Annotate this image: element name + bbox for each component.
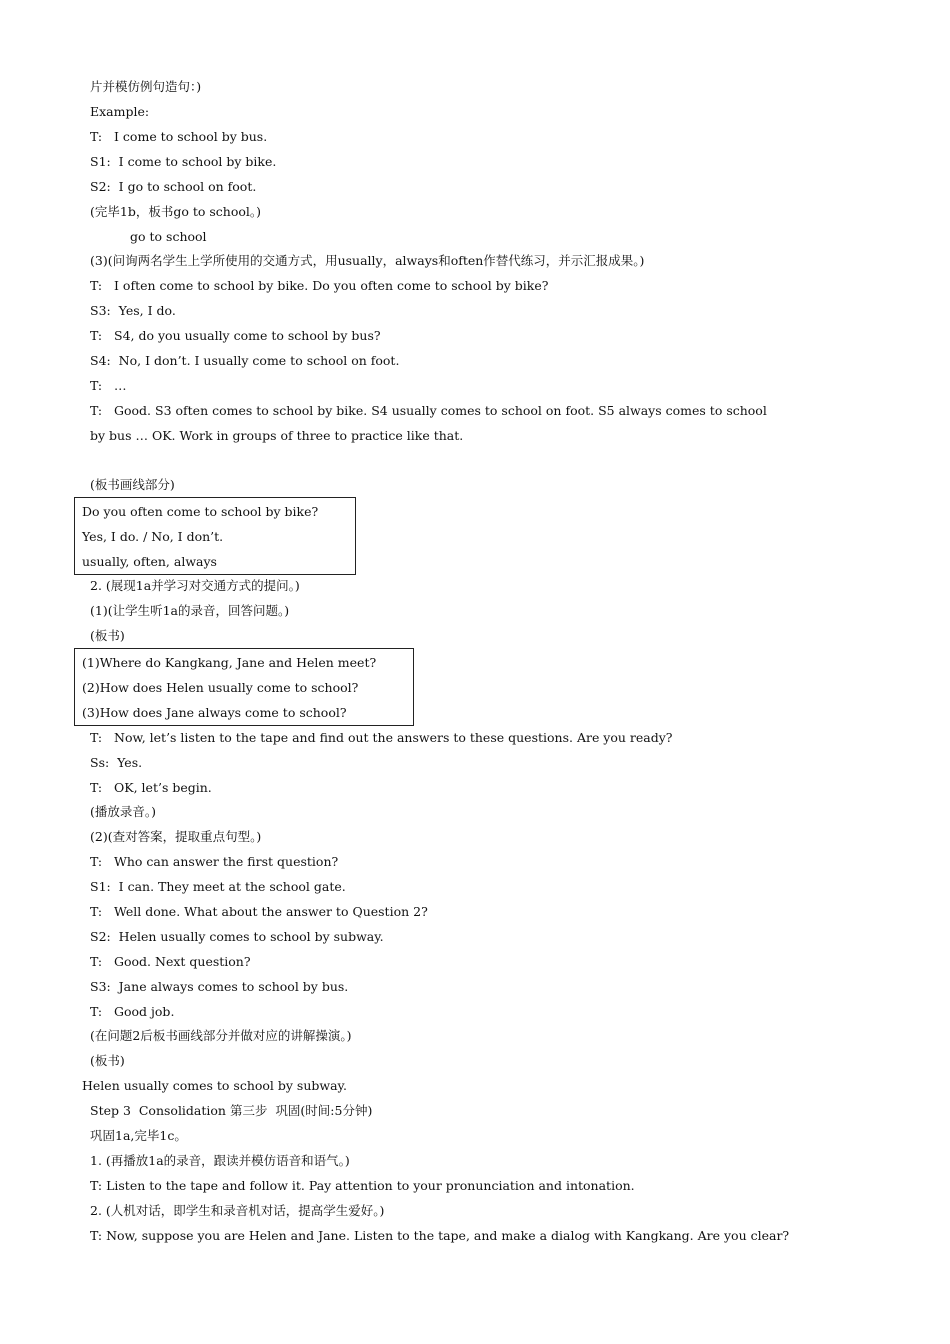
board-line: (2)How does Helen usually come to school? — [82, 680, 359, 695]
board-line: (3)How does Jane always come to school? — [82, 705, 347, 720]
dialog-line: T: I often come to school by bike. Do you often come to school by bike? — [90, 278, 549, 293]
dialog-line: Ss: Yes. — [90, 755, 143, 770]
board-box-2 — [74, 648, 414, 726]
dialog-line: S2: I go to school on foot. — [90, 179, 257, 194]
dialog-line: T: Good job. — [90, 1004, 175, 1019]
dialog-line: S1: I come to school by bike. — [90, 154, 277, 169]
dialog-line: S3: Yes, I do. — [90, 303, 176, 318]
dialog-line: T: Good. S3 often comes to school by bike. S4 usually comes to school on foot. S5 always comes to school — [90, 403, 767, 418]
text-line: (在问题2后板书画线部分并做对应的讲解操演。) — [90, 1028, 352, 1043]
dialog-line: T: S4, do you usually come to school by bus? — [90, 328, 381, 343]
text-line: Example: — [90, 104, 150, 119]
dialog-line: T: I come to school by bus. — [90, 129, 268, 144]
dialog-line: by bus … OK. Work in groups of three to practice like that. — [90, 428, 464, 443]
text-line: (播放录音。) — [90, 804, 157, 819]
text-line: (板书) — [90, 628, 125, 643]
text-line: (板书画线部分) — [90, 477, 175, 492]
text-line: (3)(问询两名学生上学所使用的交通方式，用usually，always和often作替代练习，并示汇报成果。) — [90, 253, 645, 268]
step-heading: Step 3 Consolidation 第三步 巩固(时间:5分钟) — [90, 1103, 373, 1118]
board-text: go to school — [130, 229, 207, 244]
board-box-1 — [74, 497, 356, 575]
dialog-line: T: Who can answer the first question? — [90, 854, 339, 869]
text-line: (1)(让学生听1a的录音，回答问题。) — [90, 603, 290, 618]
text-line: 2. (人机对话，即学生和录音机对话，提高学生爱好。) — [90, 1203, 385, 1218]
text-line: 2. (展现1a并学习对交通方式的提问。) — [90, 578, 300, 593]
text-line: 巩固1a,完毕1c。 — [90, 1128, 187, 1143]
text-line: 片并模仿例句造句：) — [90, 79, 202, 94]
board-text: Helen usually comes to school by subway. — [82, 1078, 347, 1093]
board-line: Do you often come to school by bike? — [82, 504, 319, 519]
dialog-line: T: Now, let’s listen to the tape and find out the answers to these questions. Are you ready? — [90, 730, 673, 745]
dialog-line: S2: Helen usually comes to school by subway. — [90, 929, 384, 944]
dialog-line: S3: Jane always comes to school by bus. — [90, 979, 349, 994]
board-line: Yes, I do. / No, I don’t. — [82, 529, 224, 544]
text-line: (2)(查对答案，提取重点句型。) — [90, 829, 262, 844]
text-line: (板书) — [90, 1053, 125, 1068]
dialog-line: T: Good. Next question? — [90, 954, 251, 969]
dialog-line: T: Now, suppose you are Helen and Jane. Listen to the tape, and make a dialog with Kangkang. Are you clear? — [90, 1228, 790, 1243]
text-line: (完毕1b，板书go to school。) — [90, 204, 261, 219]
board-line: (1)Where do Kangkang, Jane and Helen meet? — [82, 655, 377, 670]
board-line: usually, often, always — [82, 554, 217, 569]
text-line: 1. (再播放1a的录音，跟读并模仿语音和语气。) — [90, 1153, 350, 1168]
dialog-line: T: Well done. What about the answer to Question 2? — [90, 904, 428, 919]
dialog-line: T: Listen to the tape and follow it. Pay attention to your pronunciation and intonation. — [90, 1178, 635, 1193]
dialog-line: S1: I can. They meet at the school gate. — [90, 879, 346, 894]
dialog-line: T: OK, let’s begin. — [90, 780, 212, 795]
dialog-line: T: … — [90, 378, 127, 393]
dialog-line: S4: No, I don’t. I usually come to school on foot. — [90, 353, 400, 368]
